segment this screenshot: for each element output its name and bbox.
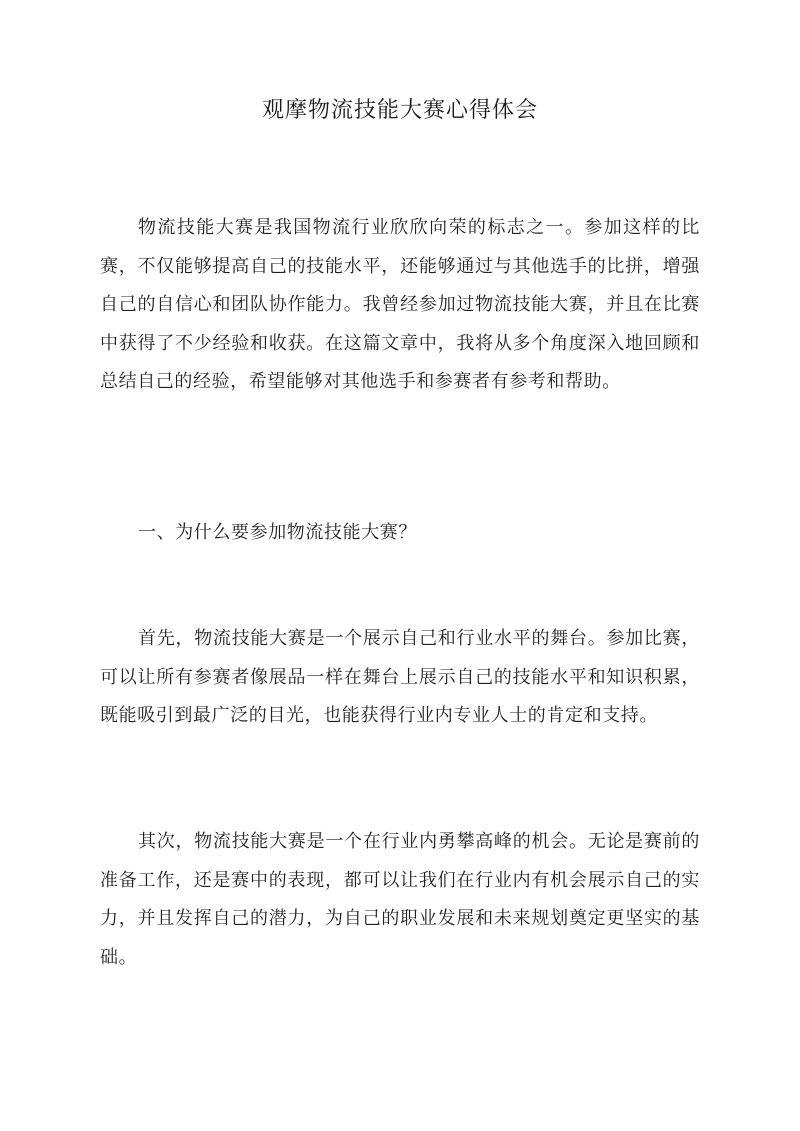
paragraph-first-reason: 首先，物流技能大赛是一个展示自己和行业水平的舞台。参加比赛，可以让所有参赛者像展品一样在舞台上展示自己的技能水平和知识积累，既能吸引到最广泛的目光，也能获得行业内专业人士的肯定和支持。 bbox=[100, 628, 700, 726]
paragraph-intro: 物流技能大赛是我国物流行业欣欣向荣的标志之一。参加这样的比赛，不仅能够提高自己的技能水平，还能够通过与其他选手的比拼，增强自己的自信心和团队协作能力。我曾经参加过物流技能大赛，并且在比赛中获得了不少经验和收获。在这篇文章中，我将从多个角度深入地回顾和总结自己的经验，希望能够对其他选手和参赛者有参考和帮助。 bbox=[100, 217, 700, 392]
document-title: 观摩物流技能大赛心得体会 bbox=[261, 98, 538, 123]
paragraph-second-reason: 其次，物流技能大赛是一个在行业内勇攀高峰的机会。无论是赛前的准备工作，还是赛中的表现，都可以让我们在行业内有机会展示自己的实力，并且发挥自己的潜力，为自己的职业发展和未来规划奠定更坚实的基础。 bbox=[100, 831, 700, 968]
section-heading: 一、为什么要参加物流技能大赛？ bbox=[138, 522, 417, 543]
